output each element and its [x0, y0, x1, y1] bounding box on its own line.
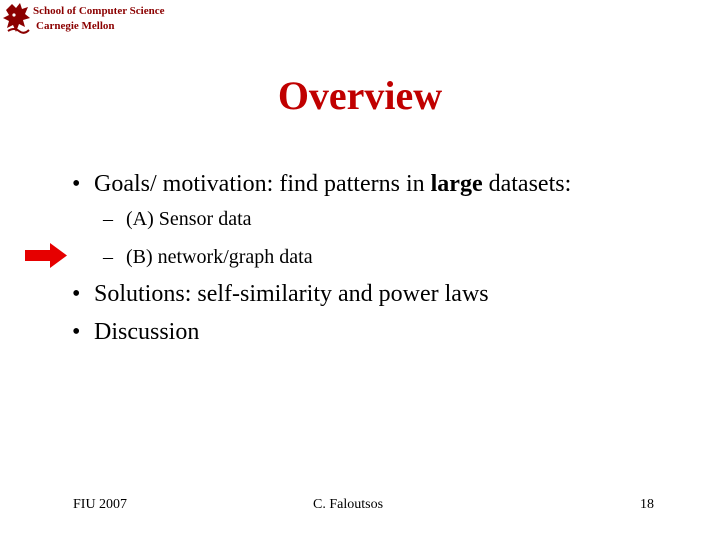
cmu-griffin-logo-icon: [2, 2, 32, 36]
sub-bullet-sensor: [103, 207, 252, 231]
bullet-solutions-text: Solutions: self-similarity and power laws: [94, 281, 489, 307]
bullet-goals-text-before: Goals/ motivation: find patterns in: [94, 171, 431, 197]
sub-bullet-graph-text: (B) network/graph data: [126, 246, 313, 268]
bullet-goals-text-after: datasets:: [482, 171, 572, 197]
sub-glyph: –: [103, 208, 113, 230]
bullet-glyph: •: [72, 171, 81, 197]
sub-bullet-sensor-text: (A) Sensor data: [126, 208, 252, 230]
bullet-goals-bold: large: [430, 171, 483, 197]
bullet-glyph: •: [72, 281, 81, 307]
header: [2, 2, 202, 38]
bullet-goals: [72, 170, 571, 198]
bullet-discussion-text: Discussion: [94, 319, 200, 345]
bullet-glyph: •: [72, 319, 81, 345]
bullet-discussion: [72, 318, 199, 346]
slide-title: Overview: [277, 73, 443, 118]
footer-venue: FIU 2007: [73, 497, 128, 512]
university-name: Carnegie Mellon: [36, 20, 115, 32]
school-name: School of Computer Science: [33, 5, 165, 17]
sub-glyph: –: [103, 246, 113, 268]
right-arrow-icon: [25, 243, 67, 268]
footer-author: C. Faloutsos: [313, 497, 384, 512]
sub-bullet-graph: [103, 245, 313, 269]
bullet-solutions: [72, 280, 489, 308]
footer-page-number: 18: [640, 497, 654, 512]
